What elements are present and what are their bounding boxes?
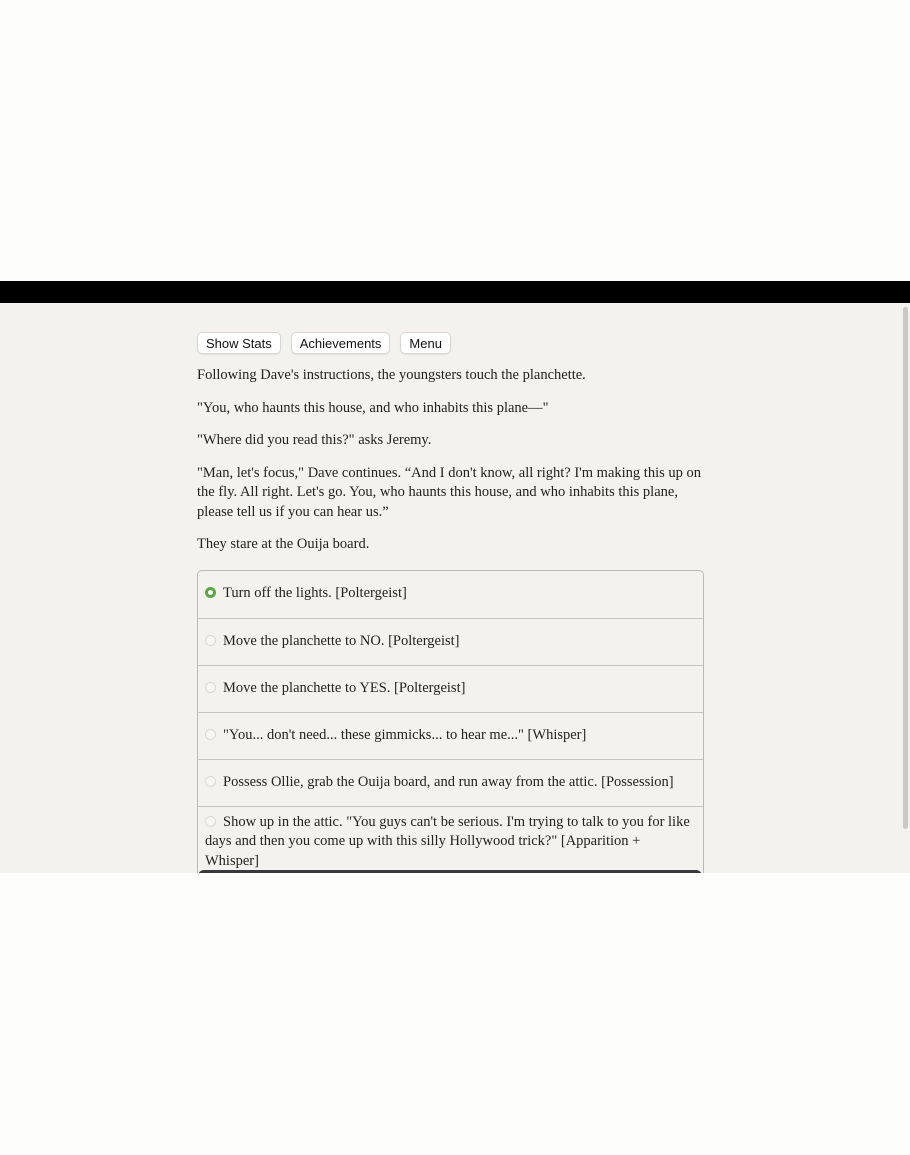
next-button[interactable] xyxy=(198,870,702,873)
story-paragraph: They stare at the Ouija board. xyxy=(197,536,370,552)
story-paragraph: "Man, let's focus," Dave continues. “And I don't know, all right? I'm making this up on the fly. All right. Let's go. You, who haunts this house, and who inhabits this plane, please tell us if you can hear us.” xyxy=(197,464,701,520)
story-paragraph: "Where did you read this?" asks Jeremy. xyxy=(197,432,432,448)
radio-button[interactable] xyxy=(205,816,216,827)
radio-button[interactable] xyxy=(205,776,216,787)
show-stats-button[interactable]: Show Stats xyxy=(197,332,281,354)
story-paragraph: "You, who haunts this house, and who inhabits this plane—" xyxy=(197,399,549,416)
choice-label: Move the planchette to NO. [Poltergeist] xyxy=(223,632,460,649)
game-content xyxy=(197,332,704,873)
toolbar xyxy=(197,332,704,354)
top-black-bar xyxy=(0,281,910,303)
radio-button[interactable] xyxy=(205,587,216,598)
choice-label: Move the planchette to YES. [Poltergeist] xyxy=(223,679,466,696)
choice-list xyxy=(197,570,704,874)
choice-option[interactable] xyxy=(198,759,703,806)
scrollbar[interactable] xyxy=(903,307,908,829)
story-paragraph: Following Dave's instructions, the youngsters touch the planchette. xyxy=(197,367,586,383)
achievements-button[interactable]: Achievements xyxy=(291,332,391,354)
story-text xyxy=(197,366,704,555)
choice-label: Show up in the attic. "You guys can't be serious. I'm trying to talk to you for like days and then you come up with this silly Hollywood trick?" [Apparition + Whisper] xyxy=(205,813,690,869)
game-viewport xyxy=(0,303,910,873)
choice-label: Possess Ollie, grab the Ouija board, and run away from the attic. [Possession] xyxy=(223,773,674,790)
choice-label: "You... don't need... these gimmicks... to hear me..." [Whisper] xyxy=(223,726,587,743)
choice-label: Turn off the lights. [Poltergeist] xyxy=(223,584,407,601)
radio-button[interactable] xyxy=(205,682,216,693)
radio-button[interactable] xyxy=(205,635,216,646)
choice-option[interactable] xyxy=(198,665,703,712)
choice-option[interactable] xyxy=(198,618,703,665)
radio-button[interactable] xyxy=(205,729,216,740)
choice-option[interactable] xyxy=(198,571,703,618)
choice-option[interactable] xyxy=(198,712,703,759)
choice-option[interactable] xyxy=(198,806,703,874)
menu-button[interactable]: Menu xyxy=(400,332,451,354)
